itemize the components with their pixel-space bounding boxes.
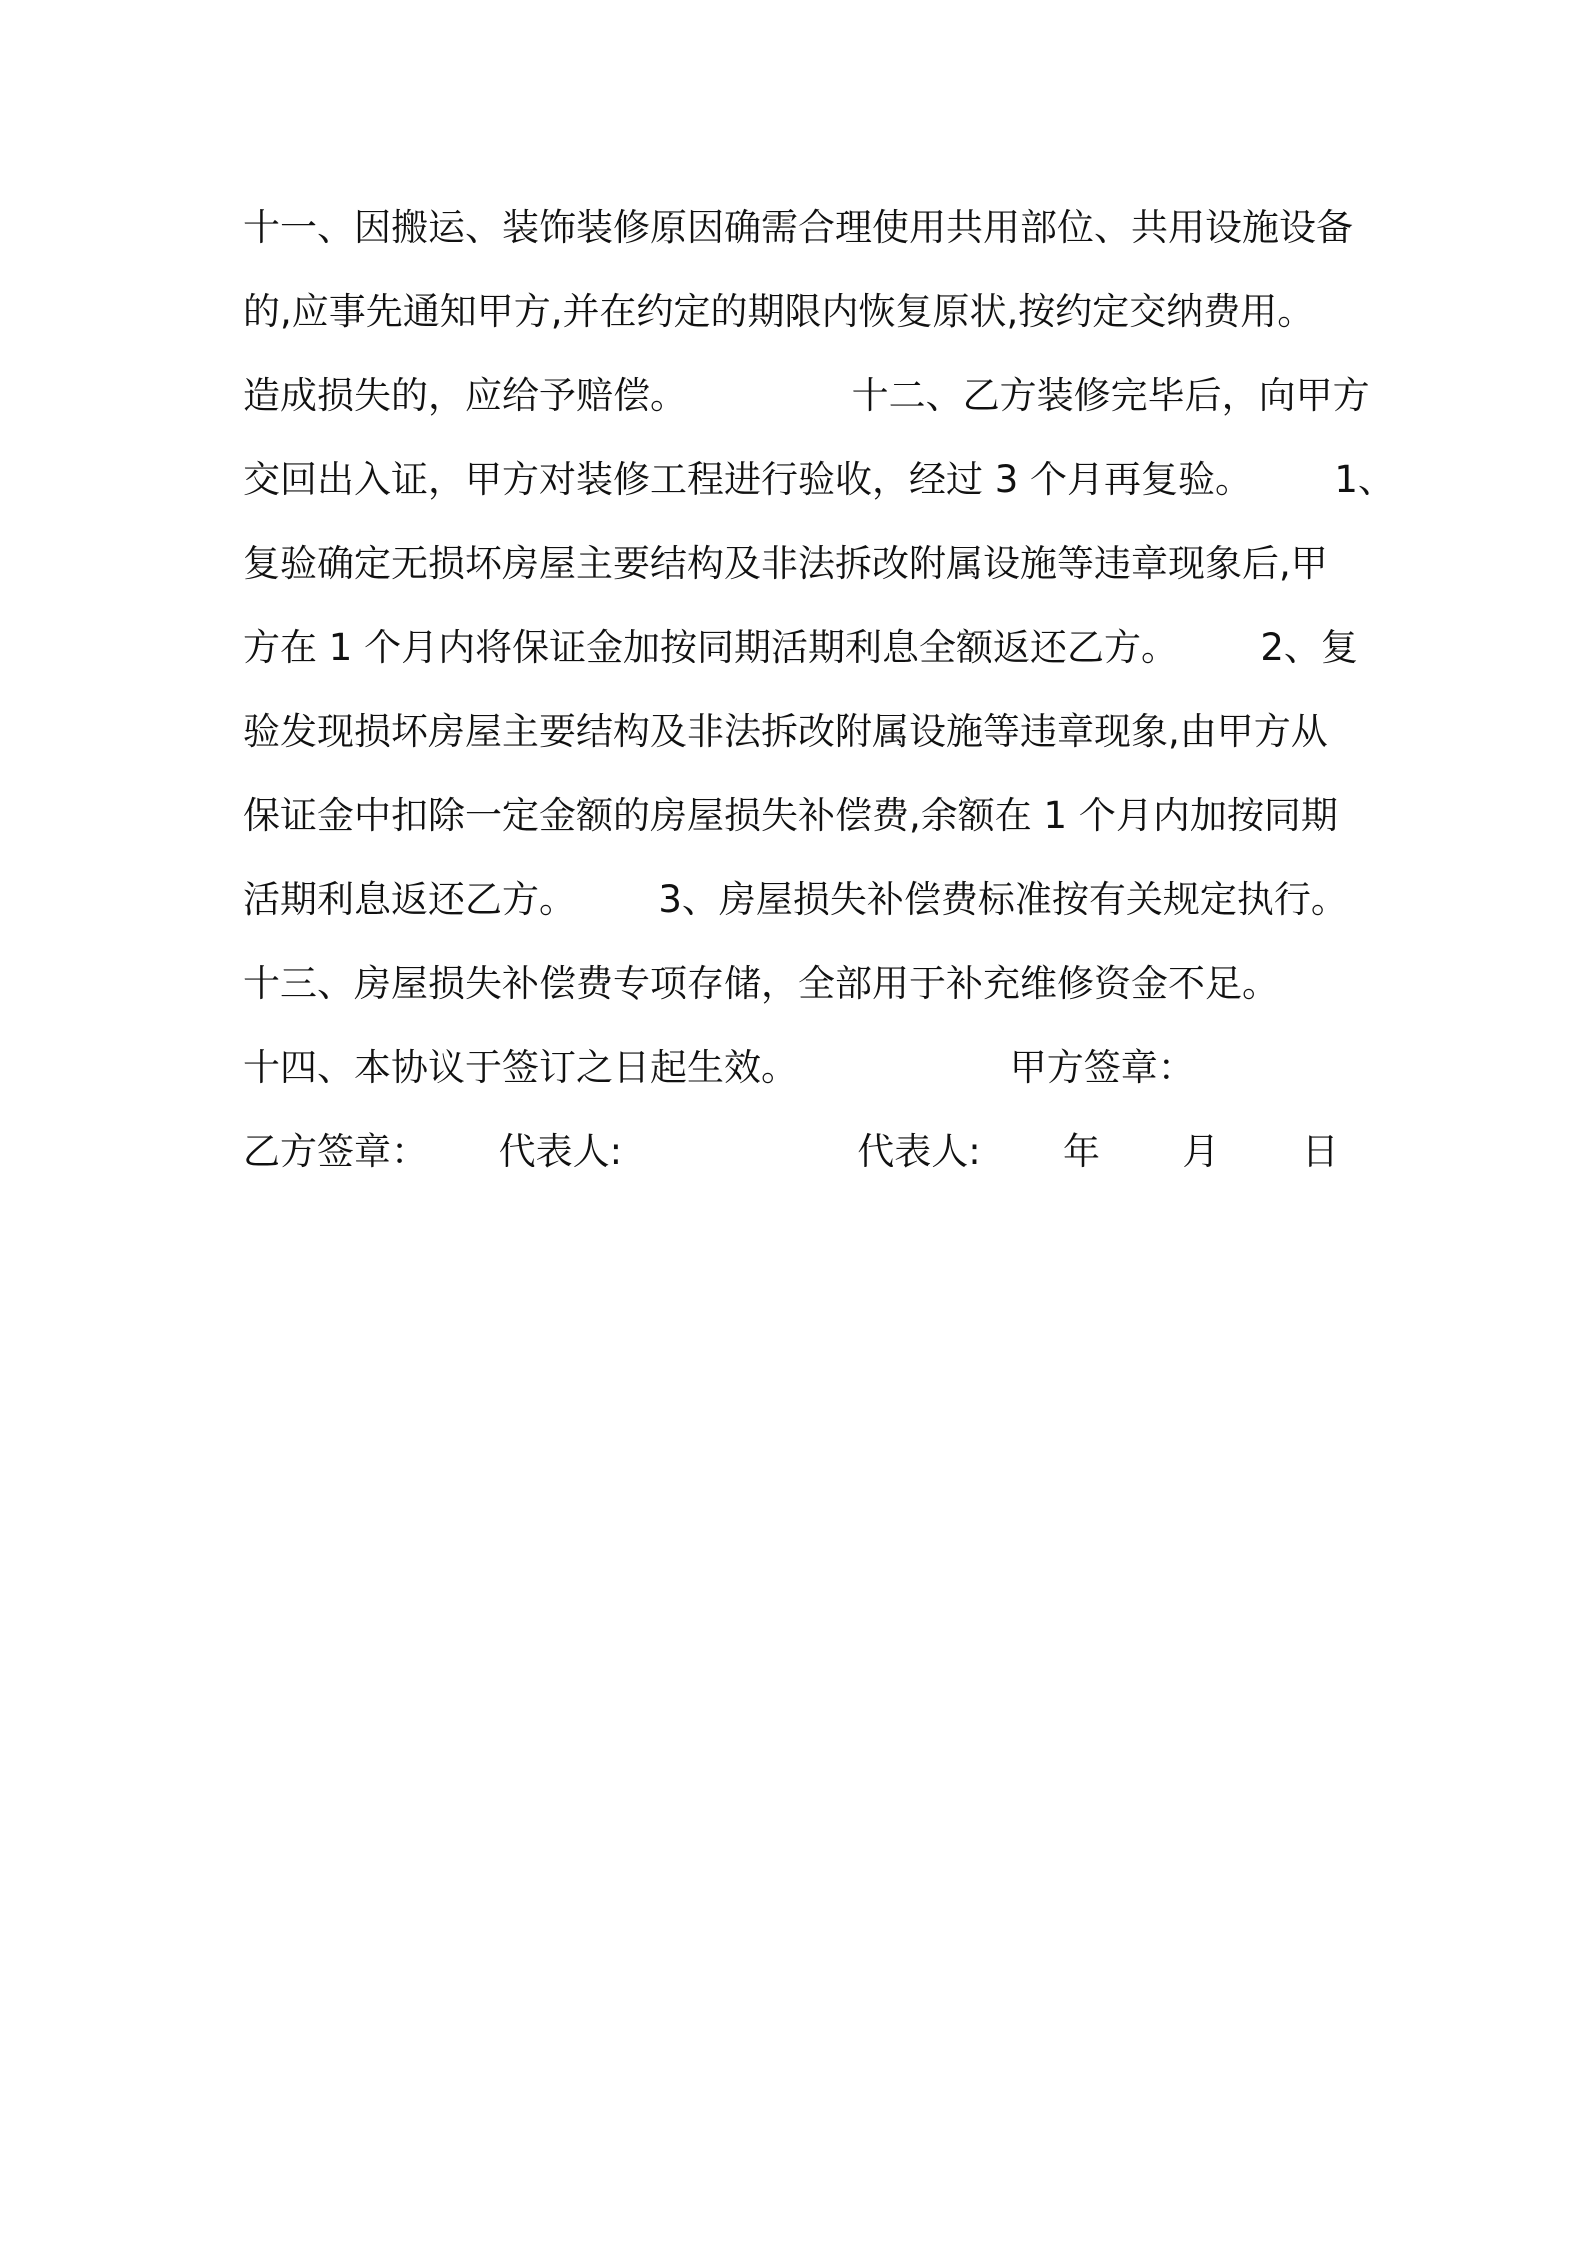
text-line-10: 十三、房屋损失补偿费专项存储，全部用于补充维修资金不足。	[243, 962, 1279, 1005]
text-line-12: 乙方签章： 代表人: 代表人: 年 月 日	[243, 1130, 1339, 1173]
text-line-5: 复验确定无损坏房屋主要结构及非法拆改附属设施等违章现象后,甲	[243, 542, 1328, 585]
text-line-3: 造成损失的，应给予赔偿。 十二、乙方装修完毕后，向甲方	[243, 374, 1370, 417]
text-line-6: 方在 1 个月内将保证金加按同期活期利息全额返还乙方。 2、复	[243, 626, 1358, 669]
text-line-4: 交回出入证，甲方对装修工程进行验收，经过 3 个月再复验。 1、	[243, 458, 1395, 501]
text-line-11: 十四、本协议于签订之日起生效。 甲方签章：	[243, 1046, 1195, 1089]
text-line-7: 验发现损坏房屋主要结构及非法拆改附属设施等违章现象,由甲方从	[243, 710, 1328, 753]
text-line-9: 活期利息返还乙方。 3、房屋损失补偿费标准按有关规定执行。	[243, 878, 1348, 921]
text-line-1: 十一、因搬运、装饰装修原因确需合理使用共用部位、共用设施设备	[243, 206, 1353, 249]
text-line-2: 的,应事先通知甲方,并在约定的期限内恢复原状,按约定交纳费用。	[243, 290, 1315, 333]
text-line-8: 保证金中扣除一定金额的房屋损失补偿费,余额在 1 个月内加按同期	[243, 794, 1338, 837]
